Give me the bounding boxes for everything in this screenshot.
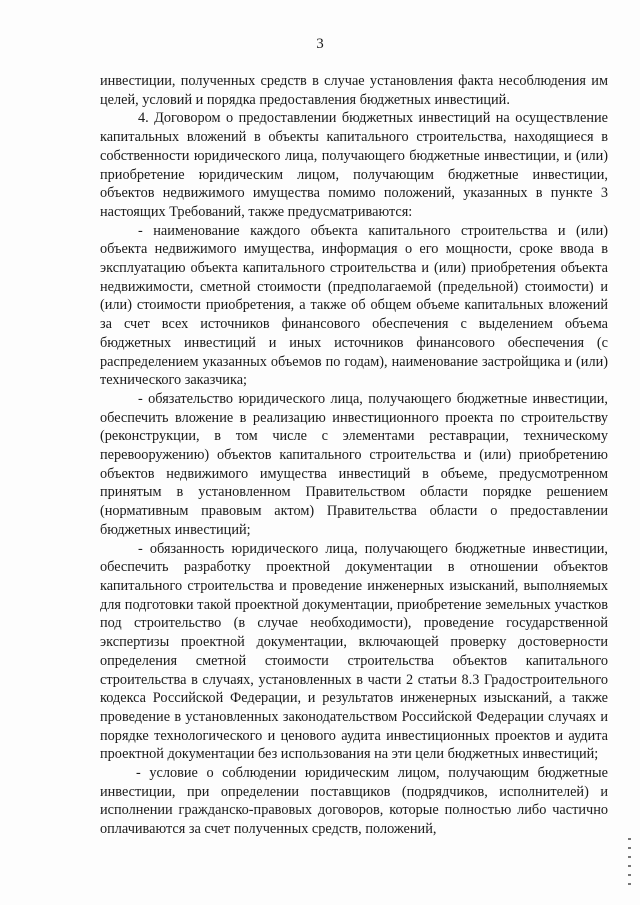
- paragraph-item-object-name: - наименование каждого объекта капитального строительства и (или) объекта недвижимого имущества, информация о его мощности, сроке ввода в эксплуатацию объекта капитального строительства и (или) приобретения объекта недвижимости, сметной стоимости (предполагаемой (предельной) стоимости) и (или) стоимости приобретения, а также об общем объеме капитальных вложений за счет всех источников финансового обеспечения с выделением объема бюджетных инвестиций и иных источников финансового обеспечения (с распределением указанных объемов по годам), наименование застройщика и (или) технического заказчика;: [100, 222, 608, 389]
- paragraph-item-obligation: - обязательство юридического лица, получающего бюджетные инвестиции, обеспечить вложение в реализацию инвестиционного проекта по строительству (реконструкции, в том числе с элементами реставрации, техническому перевооружению) объектов капитального строительства и (или) приобретению объектов недвижимого имущества инвестиций в объеме, предусмотренном принятым в установленном Правительством области порядке решением (нормативным правовым актом) Правительства области о предоставлении бюджетных инвестиций;: [100, 390, 608, 538]
- document-body: [100, 72, 608, 839]
- scan-margin-marks: [628, 838, 634, 898]
- paragraph-item-duty: - обязанность юридического лица, получающего бюджетные инвестиции, обеспечить разработку проектной документации в отношении объектов капитального строительства и проведение инженерных изысканий, выполняемых для подготовки такой проектной документации, приобретение земельных участков под строительство (в случае необходимости), проведение государственной экспертизы проектной документации, включающей проверку достоверности определения сметной стоимости строительства объектов капитального строительства в случаях, установленных в части 2 статьи 8.3 Градостроительного кодекса Российской Федерации, и результатов инженерных изысканий, а также проведение в установленных законодательством Российской Федерации случаях и порядке технологического и ценового аудита инвестиционных проектов и аудита проектной документации без использования на эти цели бюджетных инвестиций;: [100, 540, 608, 763]
- paragraph-clause-4: 4. Договором о предоставлении бюджетных инвестиций на осуществление капитальных вложений в объекты капитального строительства, находящиеся в собственности юридического лица, получающего бюджетные инвестиции, и (или) приобретение юридическим лицом, получающим бюджетные инвестиции, объектов недвижимого имущества помимо положений, указанных в пункте 3 настоящих Требований, также предусматриваются:: [100, 110, 608, 220]
- page-number: 3: [316, 36, 324, 52]
- paragraph-continuation: инвестиции, полученных средств в случае установления факта несоблюдения им целей, условий и порядка предоставления бюджетных инвестиций.: [100, 73, 608, 108]
- paragraph-item-condition: - условие о соблюдении юридическим лицом, получающим бюджетные инвестиции, при определении поставщиков (подрядчиков, исполнителей) и исполнении гражданско-правовых договоров, которые полностью либо частично оплачиваются за счет полученных средств, положений,: [100, 765, 608, 838]
